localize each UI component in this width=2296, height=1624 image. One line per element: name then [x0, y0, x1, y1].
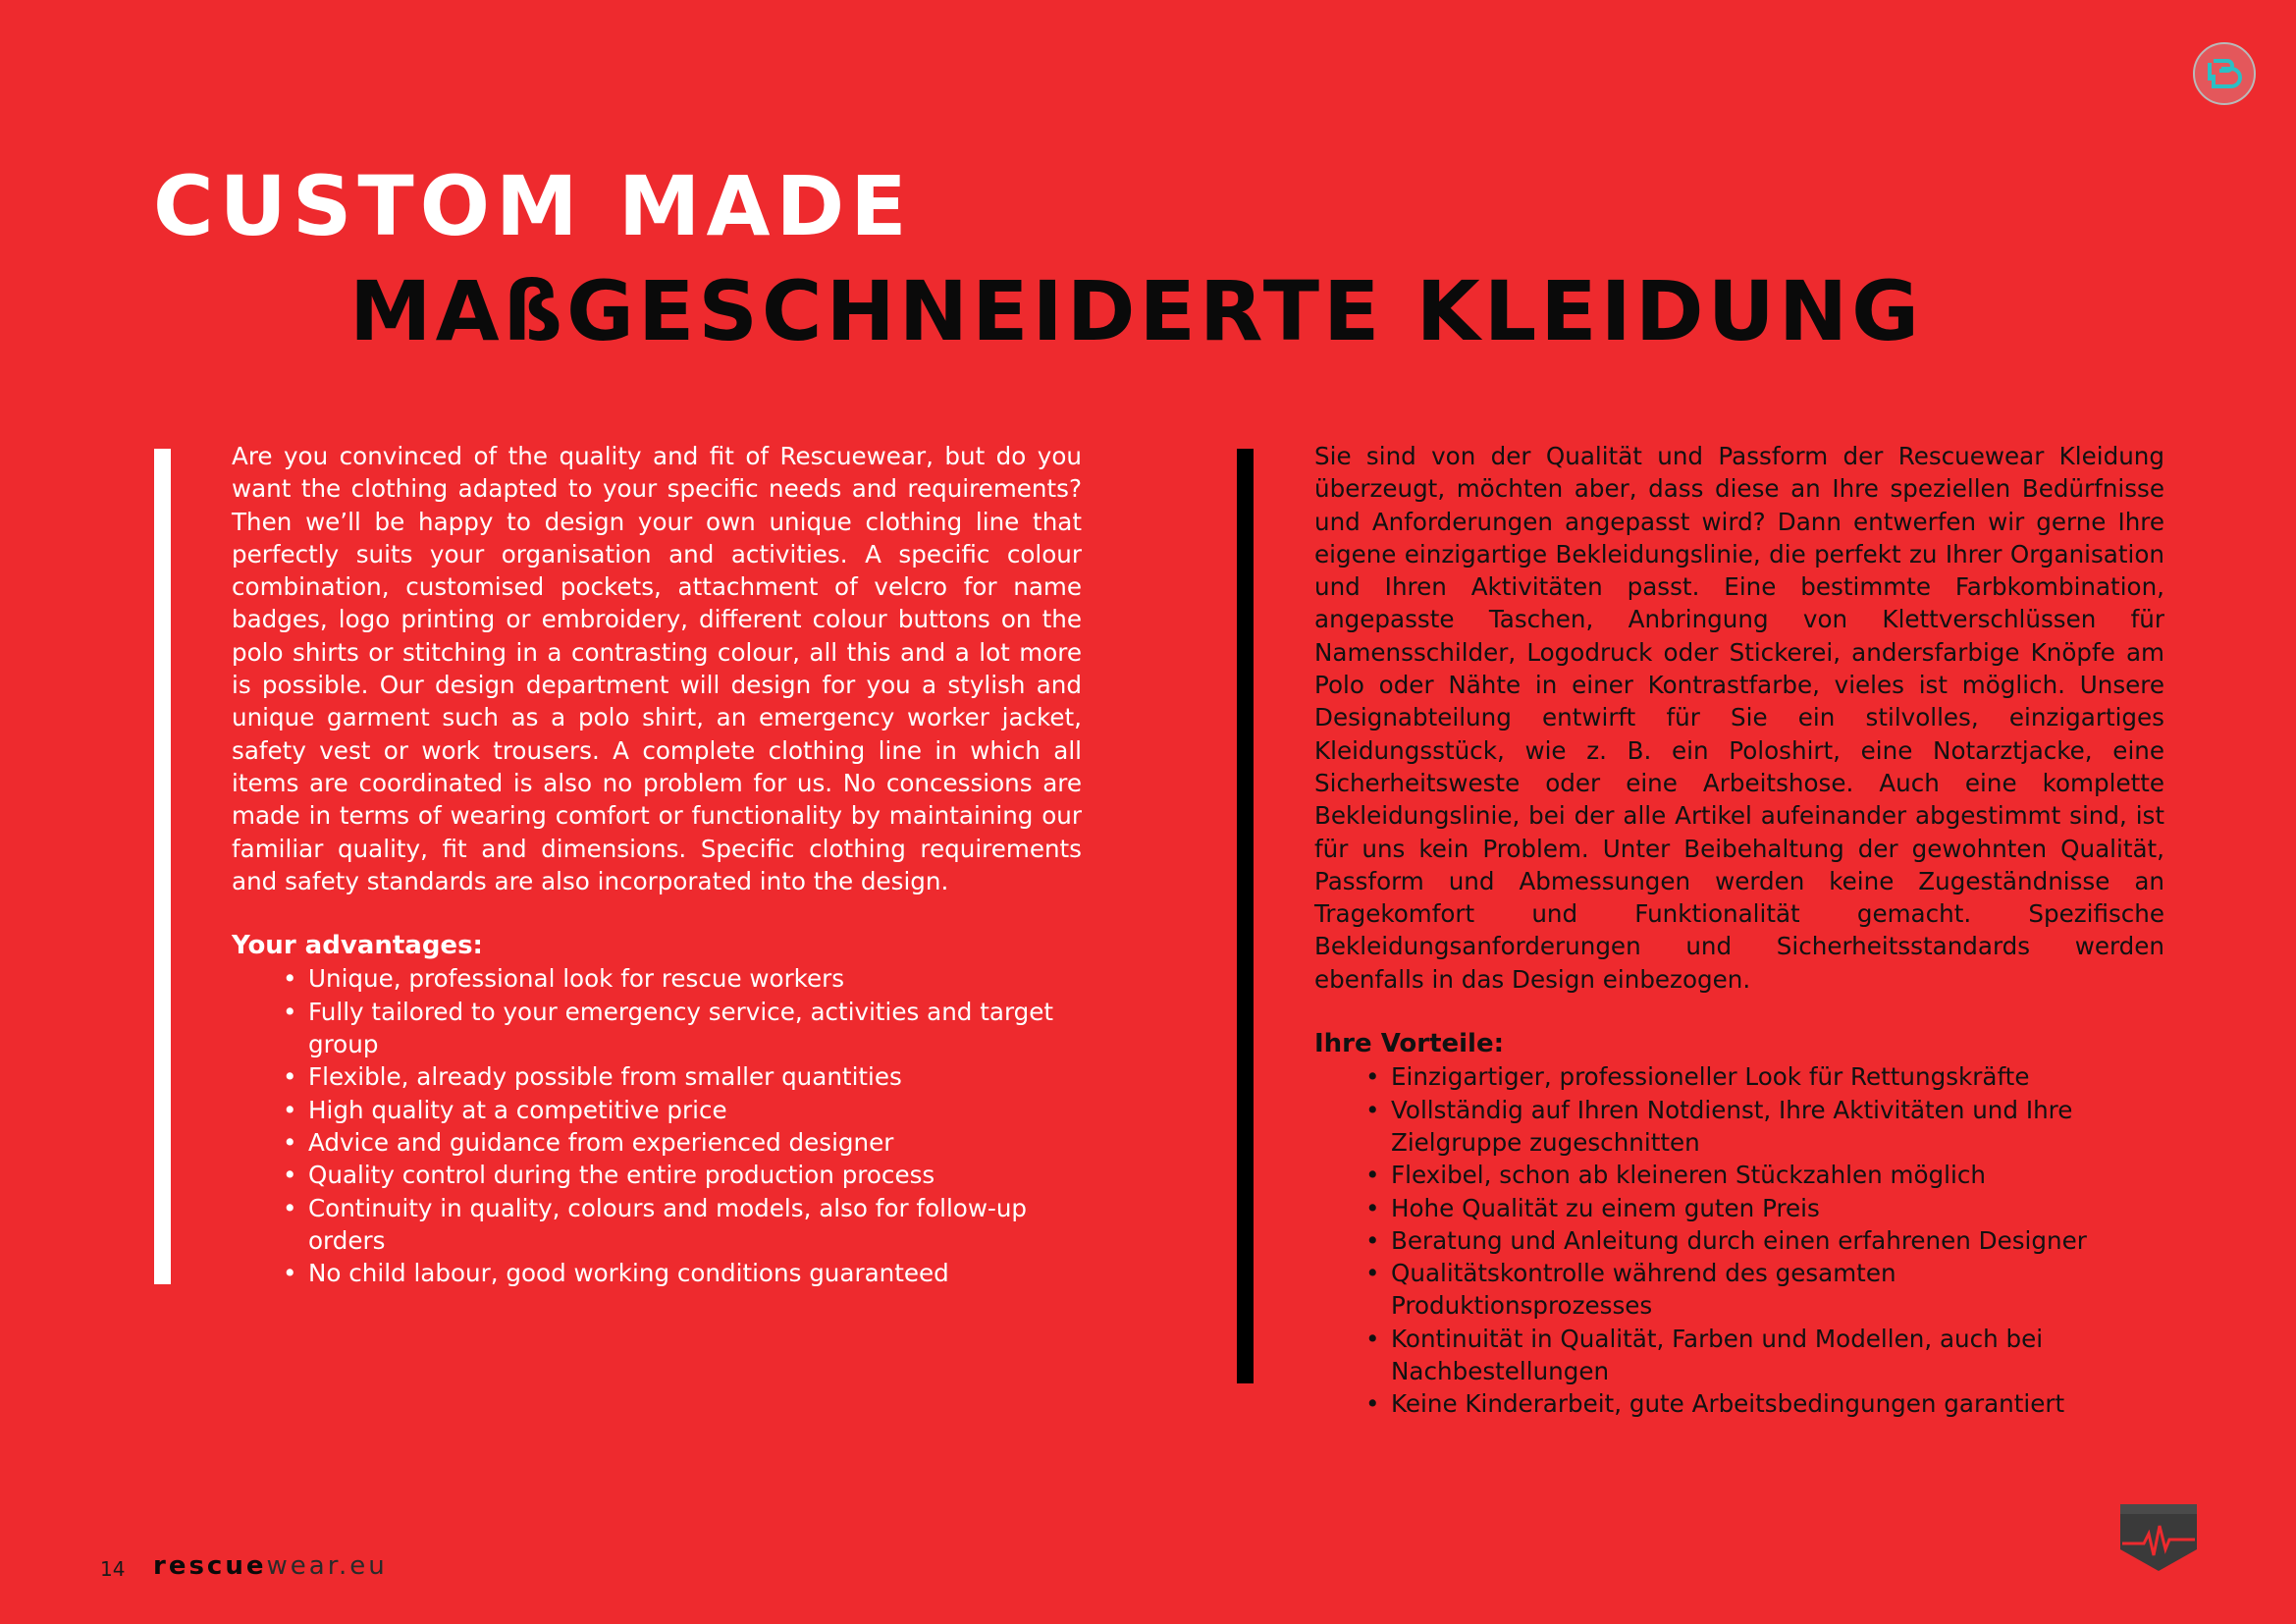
english-column	[232, 440, 1082, 1289]
left-accent-bar	[154, 449, 171, 1284]
right-accent-bar	[1237, 449, 1254, 1383]
german-body-text: Sie sind von der Qualität und Passform der Rescuewear Kleidung überzeugt, möchten aber, dass diese an Ihre speziellen Bedürfnisse und Anforderungen angepasst wird? Dann entwerfen wir gerne Ihre eigene einzigartige Bekleidungslinie, die perfekt zu Ihrer Organisation und Ihren Aktivitäten passt. Eine bestimmte Farbkombination, angepasste Taschen, Anbringung von Klettverschlüssen für Namensschilder, Logodruck oder Stickerei, andersfarbige Knöpfe am Polo oder Nähte in einer Kontrastfarbe, vieles ist möglich. Unsere Designabteilung entwirft für Sie ein stilvolles, einzigartiges Kleidungsstück, wie z. B. ein Poloshirt, eine Notarztjacke, eine Sicherheitsweste oder eine Arbeitshose. Auch eine komplette Bekleidungslinie, bei der alle Artikel aufeinander abgestimmt sind, ist für uns kein Problem. Unter Beibehaltung der gewohnten Qualität, Passform und Abmessungen werden keine Zugeständnisse an Tragekomfort und Funktionalität gemacht. Spezifische Bekleidungsanforderungen und Sicherheitsstandards werden ebenfalls in das Design einbezogen.	[1314, 442, 2164, 994]
list-item: • Unique, professional look for rescue workers	[308, 962, 1082, 995]
heartbeat-shield-icon	[2116, 1500, 2201, 1575]
list-item: • High quality at a competitive price	[308, 1094, 1082, 1126]
page-title-german: MAßGESCHNEIDERTE KLEIDUNG	[349, 263, 1924, 359]
brand-name-part1: rescue	[153, 1551, 267, 1581]
english-advantages-list	[232, 962, 1082, 1289]
list-item: • Quality control during the entire production process	[308, 1159, 1082, 1191]
german-advantages-heading: Ihre Vorteile:	[1314, 1029, 1504, 1059]
list-item: • Beratung und Anleitung durch einen erfahrenen Designer	[1391, 1224, 2164, 1257]
list-item: • Hohe Qualität zu einem guten Preis	[1391, 1192, 2164, 1224]
german-column	[1314, 440, 2164, 1421]
list-item: • Flexibel, schon ab kleineren Stückzahlen möglich	[1391, 1159, 2164, 1191]
list-item: • No child labour, good working conditions guaranteed	[308, 1257, 1082, 1289]
footer-brand-wordmark	[153, 1553, 388, 1579]
list-item: • Vollständig auf Ihren Notdienst, Ihre Aktivitäten und Ihre Zielgruppe zugeschnitten	[1391, 1094, 2164, 1160]
list-item: • Einzigartiger, professioneller Look für Rettungskräfte	[1391, 1060, 2164, 1093]
english-advantages-heading: Your advantages:	[232, 931, 483, 961]
brand-name-part2: wear.eu	[266, 1551, 388, 1581]
german-advantages-list	[1314, 1060, 2164, 1420]
list-item: • Flexible, already possible from smaller quantities	[308, 1060, 1082, 1093]
list-item: • Kontinuität in Qualität, Farben und Modellen, auch bei Nachbestellungen	[1391, 1323, 2164, 1388]
list-item: • Fully tailored to your emergency service, activities and target group	[308, 996, 1082, 1061]
list-item: • Continuity in quality, colours and models, also for follow-up orders	[308, 1192, 1082, 1258]
page-title-english: CUSTOM MADE	[153, 158, 913, 254]
list-item: • Keine Kinderarbeit, gute Arbeitsbedingungen garantiert	[1391, 1387, 2164, 1420]
page-number: 14	[100, 1557, 126, 1581]
english-body-text: Are you convinced of the quality and fit of Rescuewear, but do you want the clothing adapted to your specific needs and requirements? Then we’ll be happy to design your own unique clothing line that perfectly suits your organisation and activities. A specific colour combination, customised pockets, attachment of velcro for name badges, logo printing or embroidery, different colour buttons on the polo shirts or stitching in a contrasting colour, all this and a lot more is possible. Our design department will design for you a stylish and unique garment such as a polo shirt, an emergency worker jacket, safety vest or work trousers. A complete clothing line in which all items are coordinated is also no problem for us. No concessions are made in terms of wearing comfort or functionality by maintaining our familiar quality, fit and dimensions. Specific clothing requirements and safety standards are also incorporated into the design.	[232, 442, 1082, 895]
list-item: • Qualitätskontrolle während des gesamten Produktionsprozesses	[1391, 1257, 2164, 1323]
list-item: • Advice and guidance from experienced designer	[308, 1126, 1082, 1159]
brand-logo-icon	[2192, 41, 2257, 106]
